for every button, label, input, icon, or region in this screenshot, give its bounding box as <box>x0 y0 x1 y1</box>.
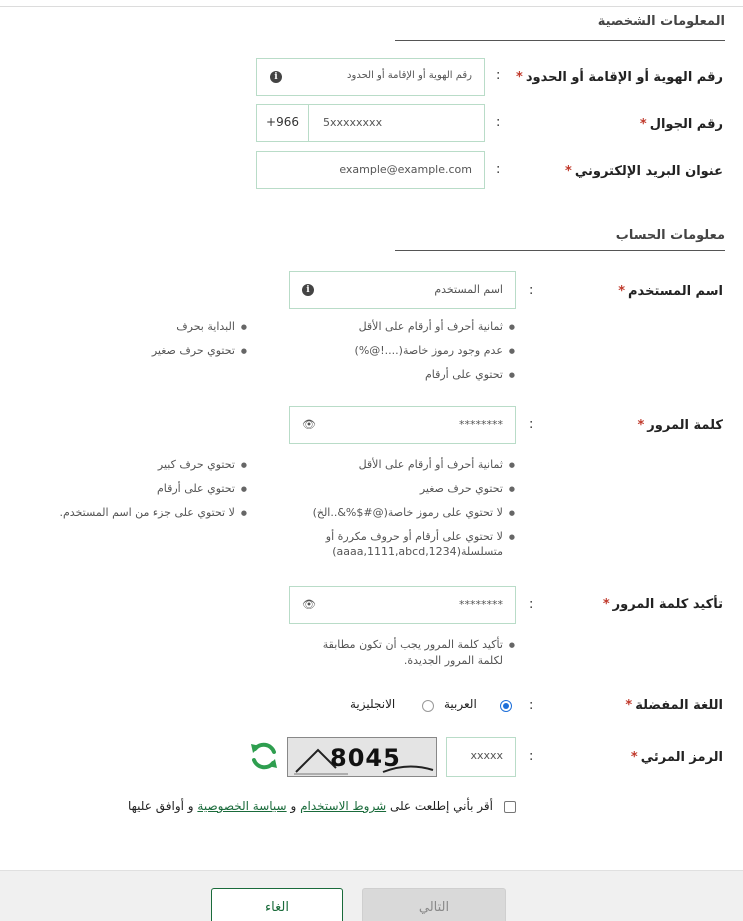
confirm-password-hint: ● تأكيد كلمة المرور يجب أن تكون مطابقة <box>323 638 515 652</box>
required-mark: * <box>639 117 647 132</box>
info-icon[interactable]: i <box>270 71 282 83</box>
colon: : <box>529 749 534 764</box>
required-mark: * <box>630 750 638 765</box>
required-mark: * <box>565 164 572 179</box>
email-label <box>565 164 723 179</box>
country-code-prefix: +966 <box>257 105 309 141</box>
required-mark: * <box>602 597 610 612</box>
eye-icon[interactable]: 👁 <box>302 598 316 611</box>
terms-checkbox[interactable] <box>504 801 516 813</box>
id-number-label-text: رقم الهوية أو الإقامة أو الحدود <box>525 70 723 85</box>
confirm-password-value: ******** <box>459 598 503 611</box>
colon: : <box>496 162 501 177</box>
terms-text <box>128 799 493 813</box>
info-icon[interactable]: i <box>302 284 314 296</box>
username-hint: ● عدم وجود رموز خاصة(....!@%) <box>355 344 515 358</box>
terms-and: و <box>290 799 297 813</box>
username-placeholder: اسم المستخدم <box>434 283 503 296</box>
colon: : <box>529 597 534 612</box>
language-label <box>625 698 723 713</box>
refresh-icon[interactable] <box>248 740 280 772</box>
username-hint: ● تحتوي حرف صغير <box>152 344 247 358</box>
password-hint: ● لا تحتوي على أرقام أو حروف مكررة أو <box>326 530 515 544</box>
personal-info-rule <box>395 40 725 41</box>
id-number-placeholder: رقم الهوية أو الإقامة أو الحدود <box>347 70 472 81</box>
terms-of-use-link[interactable]: شروط الاستخدام <box>300 799 387 813</box>
username-hint: ● ثمانية أحرف أو أرقام على الأقل <box>359 320 515 334</box>
password-hint: ● ثمانية أحرف أو أرقام على الأقل <box>359 458 515 472</box>
username-label <box>618 284 723 299</box>
password-hint: ● تحتوي حرف صغير <box>420 482 515 496</box>
mobile-label-text: رقم الجوال <box>649 117 723 132</box>
next-button[interactable]: التالي <box>362 888 506 921</box>
personal-info-title: المعلومات الشخصية <box>597 14 725 29</box>
captcha-label-text: الرمز المرئي <box>640 750 723 765</box>
colon: : <box>529 698 534 713</box>
mobile-placeholder: 5xxxxxxxx <box>323 116 383 129</box>
language-radio-english[interactable] <box>422 700 434 712</box>
captcha-label <box>631 750 723 765</box>
required-mark: * <box>637 418 645 433</box>
captcha-code: 8045 <box>330 744 401 772</box>
confirm-password-label <box>603 597 723 612</box>
language-option-english[interactable]: الانجليزية <box>350 697 396 711</box>
eye-icon[interactable]: 👁 <box>302 418 316 431</box>
password-hint: متسلسلة(aaaa,1111,abcd,1234) <box>332 545 503 558</box>
id-number-field[interactable] <box>256 58 485 96</box>
confirm-password-label-text: تأكيد كلمة المرور <box>612 597 723 612</box>
confirm-password-field[interactable] <box>289 586 516 624</box>
password-hint: ● تحتوي على أرقام <box>157 482 247 496</box>
username-hint: ● تحتوي على أرقام <box>425 368 515 382</box>
captcha-placeholder: xxxxx <box>470 749 503 762</box>
confirm-password-hint: لكلمة المرور الجديدة. <box>403 654 503 667</box>
colon: : <box>529 417 534 432</box>
terms-prefix: أقر بأني إطلعت على <box>389 799 493 813</box>
top-divider <box>0 6 743 7</box>
email-label-text: عنوان البريد الإلكتروني <box>574 164 723 179</box>
required-mark: * <box>516 70 523 85</box>
privacy-policy-link[interactable]: سياسة الخصوصية <box>197 799 287 813</box>
mobile-field[interactable] <box>256 104 485 142</box>
required-mark: * <box>618 284 626 299</box>
colon: : <box>496 68 501 83</box>
username-label-text: اسم المستخدم <box>628 284 723 299</box>
password-hint: ● لا تحتوي على رموز خاصة(@#$%&..الخ) <box>313 506 515 520</box>
password-hint: ● تحتوي حرف كبير <box>158 458 247 472</box>
colon: : <box>529 283 534 298</box>
required-mark: * <box>625 698 633 713</box>
language-label-text: اللغة المفضلة <box>635 698 723 713</box>
language-option-arabic[interactable]: العربية <box>444 697 477 711</box>
language-radio-arabic[interactable] <box>500 700 512 712</box>
password-label <box>637 418 723 433</box>
email-field[interactable] <box>256 151 485 189</box>
password-hint: ● لا تحتوي على جزء من اسم المستخدم. <box>60 506 248 520</box>
terms-suffix: و أوافق عليها <box>127 799 194 813</box>
email-placeholder: example@example.com <box>339 163 472 176</box>
captcha-input[interactable] <box>446 737 516 777</box>
colon: : <box>496 115 501 130</box>
account-info-rule <box>395 250 725 251</box>
cancel-button[interactable]: الغاء <box>211 888 343 921</box>
username-hint: ● البداية بحرف <box>176 320 247 334</box>
mobile-label <box>640 117 723 132</box>
account-info-title: معلومات الحساب <box>615 228 725 243</box>
id-number-label <box>516 70 723 85</box>
username-field[interactable] <box>289 271 516 309</box>
password-value: ******** <box>459 418 503 431</box>
captcha-image <box>287 737 437 777</box>
password-label-text: كلمة المرور <box>647 418 723 433</box>
password-field[interactable] <box>289 406 516 444</box>
